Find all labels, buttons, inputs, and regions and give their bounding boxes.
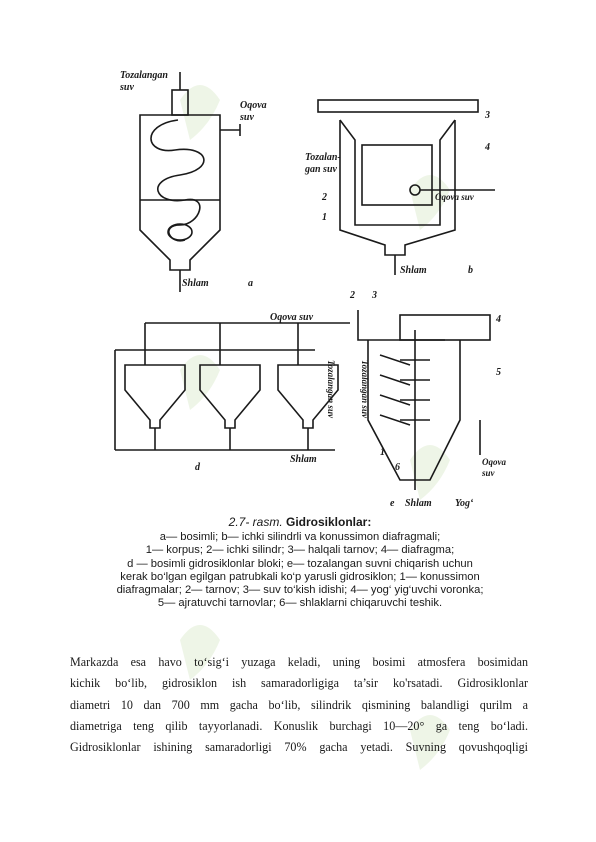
label-shlam-e: Shlam bbox=[405, 498, 432, 509]
body-paragraph bbox=[70, 652, 528, 758]
label-oqova-suv-d: Oqova suv bbox=[270, 312, 314, 323]
label-suv-a2: suv bbox=[240, 112, 254, 123]
label-tozalangan-suv-a: Tozalangan bbox=[120, 70, 168, 81]
label-4-b: 4 bbox=[485, 142, 490, 153]
label-5-e: 5 bbox=[496, 367, 501, 378]
label-e: e bbox=[390, 498, 395, 509]
label-yog-e: Yog‘ bbox=[455, 498, 474, 509]
label-shlam-d: Shlam bbox=[290, 454, 317, 465]
label-2-e: 2 bbox=[350, 290, 355, 301]
caption-line: a— bosimli; b— ichki silindrli va konussimon diafragmali; bbox=[159, 531, 441, 544]
label-oqova-e: Oqova bbox=[482, 457, 506, 467]
label-oqova-suv-b: Oqova suv bbox=[435, 192, 474, 202]
label-b: b bbox=[468, 265, 473, 276]
label-a: a bbox=[248, 278, 253, 289]
label-gan-suv-b: gan suv bbox=[305, 164, 337, 175]
label-1-b: 1 bbox=[322, 212, 327, 223]
caption-line: d — bosimli gidrosiklonlar bloki; e— tozalangan suvni chiqarish uchun bbox=[127, 557, 473, 570]
caption-line: 1— korpus; 2— ichki silindr; 3— halqali tarnov; 4— diafragma; bbox=[145, 544, 455, 557]
label-oqova-a: Oqova bbox=[240, 100, 267, 111]
label-3-b: 3 bbox=[485, 110, 490, 121]
label-tozalan-b: Tozalan- bbox=[305, 152, 341, 163]
label-suv-e: suv bbox=[482, 468, 495, 478]
body-line: Gidrosiklonlar ishining samaradorligi 70% gacha yetadi. Suvning qovushqoqligi bbox=[70, 740, 528, 755]
caption-title: 2.7- rasm. Gidrosiklonlar: bbox=[228, 515, 372, 529]
label-6-e: 6 bbox=[395, 462, 400, 473]
caption-line: diafragmalar; 2— tarnov; 3— suv to‘kish idishi; 4— yog‘ yig‘uvchi voronka; bbox=[116, 584, 484, 597]
label-1-e: 1 bbox=[380, 447, 385, 458]
hydrocyclone-diagram bbox=[100, 60, 530, 515]
caption-line: 5— ajratuvchi tarnovlar; 6— shlaklarni chiqaruvchi teshik. bbox=[157, 597, 443, 610]
label-4-e: 4 bbox=[496, 314, 501, 325]
label-shlam-b: Shlam bbox=[400, 265, 427, 276]
label-tozalangan-suv-e: Tozalangan suv bbox=[360, 360, 370, 418]
body-line: diametriga teng qilib tayyorlanadi. Konuslik burchagi 10—20° ga teng bo‘ladi. bbox=[70, 718, 528, 733]
figure-caption bbox=[80, 516, 520, 610]
label-suv-a: suv bbox=[120, 82, 134, 93]
label-2-b: 2 bbox=[322, 192, 327, 203]
body-line: diametri 10 dan 700 mm gacha bo‘lib, silindrik qismining balandligi qurilm a bbox=[70, 697, 528, 712]
body-line: Markazda esa havo to‘sig‘i yuzaga keladi, uning bosimi atmosfera bosimidan bbox=[70, 655, 528, 669]
label-shlam-a: Shlam bbox=[182, 278, 209, 289]
hydrocyclone-figure bbox=[100, 60, 530, 515]
body-line: kichik bo‘lib, gidrosiklon ish samaradorligiga ta’sir ko'rsatadi. Gidrosiklonlar bbox=[70, 676, 528, 691]
caption-line: kerak bo‘lgan egilgan patrubkali ko‘p yarusli gidrosiklon; 1— konussimon bbox=[120, 570, 480, 583]
label-tozalangan-suv-d: Tozalangan suv bbox=[326, 360, 336, 418]
label-d: d bbox=[195, 462, 200, 473]
label-3-e: 3 bbox=[372, 290, 377, 301]
